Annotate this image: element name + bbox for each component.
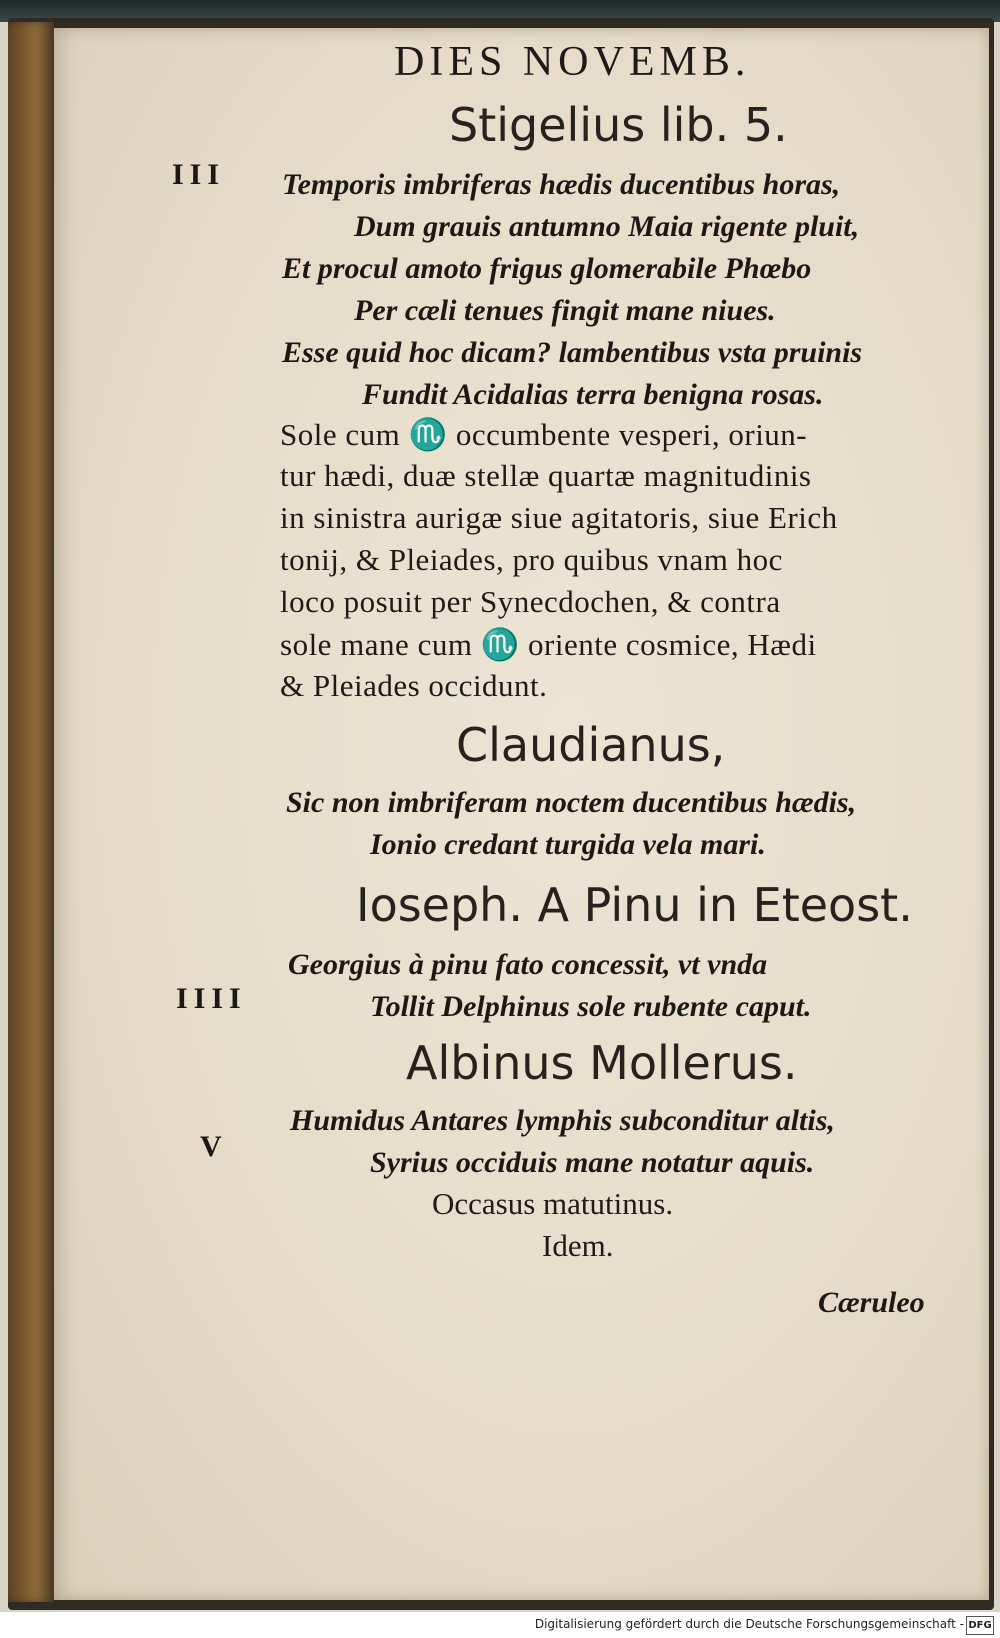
prose-line: in sinistra aurigæ siue agitatoris, siue Erich [280,500,838,535]
verse-line: Per cæli tenues fingit mane niues. [354,294,776,327]
verse-line: Esse quid hoc dicam? lambentibus vsta pruinis [282,336,863,369]
footer-credit: Digitalisierung gefördert durch die Deutsche Forschungsgemeinschaft - [534,1617,964,1631]
prose-line: tonij, & Pleiades, pro quibus vnam hoc [280,542,783,577]
book-spine [8,22,54,1602]
margin-number-iiii: IIII [176,982,247,1015]
prose-line: sole mane cum ♏ oriente cosmice, Hædi [280,627,817,662]
verse-line: Et procul amoto frigus glomerabile Phœbo [282,252,812,285]
book-page [54,28,989,1600]
catchword: Cæruleo [818,1286,925,1319]
occasus-line: Occasus matutinus. [432,1186,674,1221]
verse-line: Georgius à pinu fato concessit, vt vnda [288,948,768,981]
prose-line: & Pleiades occidunt. [280,668,548,703]
verse-line: Fundit Acidalias terra benigna rosas. [362,378,824,411]
dfg-logo: DFG [966,1616,994,1635]
verse-line: Tollit Delphinus sole rubente caput. [370,990,812,1023]
heading-claudianus: Claudianus, [456,718,726,772]
heading-pinu: Ioseph. A Pinu in Eteost. [356,878,913,932]
margin-number-iii: III [172,158,226,191]
heading-mollerus: Albinus Mollerus. [406,1036,798,1090]
verse-line: Sic non imbriferam noctem ducentibus hædis, [286,786,857,819]
prose-line: tur hædi, duæ stellæ quartæ magnitudinis [280,458,812,493]
verse-line: Temporis imbriferas hædis ducentibus horas, [282,168,841,201]
verse-line: Dum grauis antumno Maia rigente pluit, [354,210,860,243]
prose-line: Sole cum ♏ occumbente vesperi, oriun- [280,417,808,452]
verse-line: Ionio credant turgida vela mari. [370,828,766,861]
verse-line: Humidus Antares lymphis subconditur altis, [290,1104,835,1137]
running-head: DIES NOVEMB. [394,39,751,85]
idem-line: Idem. [542,1228,614,1263]
heading-stigelius: Stigelius lib. 5. [449,98,788,152]
margin-number-v: V [200,1130,228,1163]
digitization-footer [0,1612,1000,1638]
verse-line: Syrius occiduis mane notatur aquis. [370,1146,815,1179]
prose-line: loco posuit per Synecdochen, & contra [280,584,781,619]
